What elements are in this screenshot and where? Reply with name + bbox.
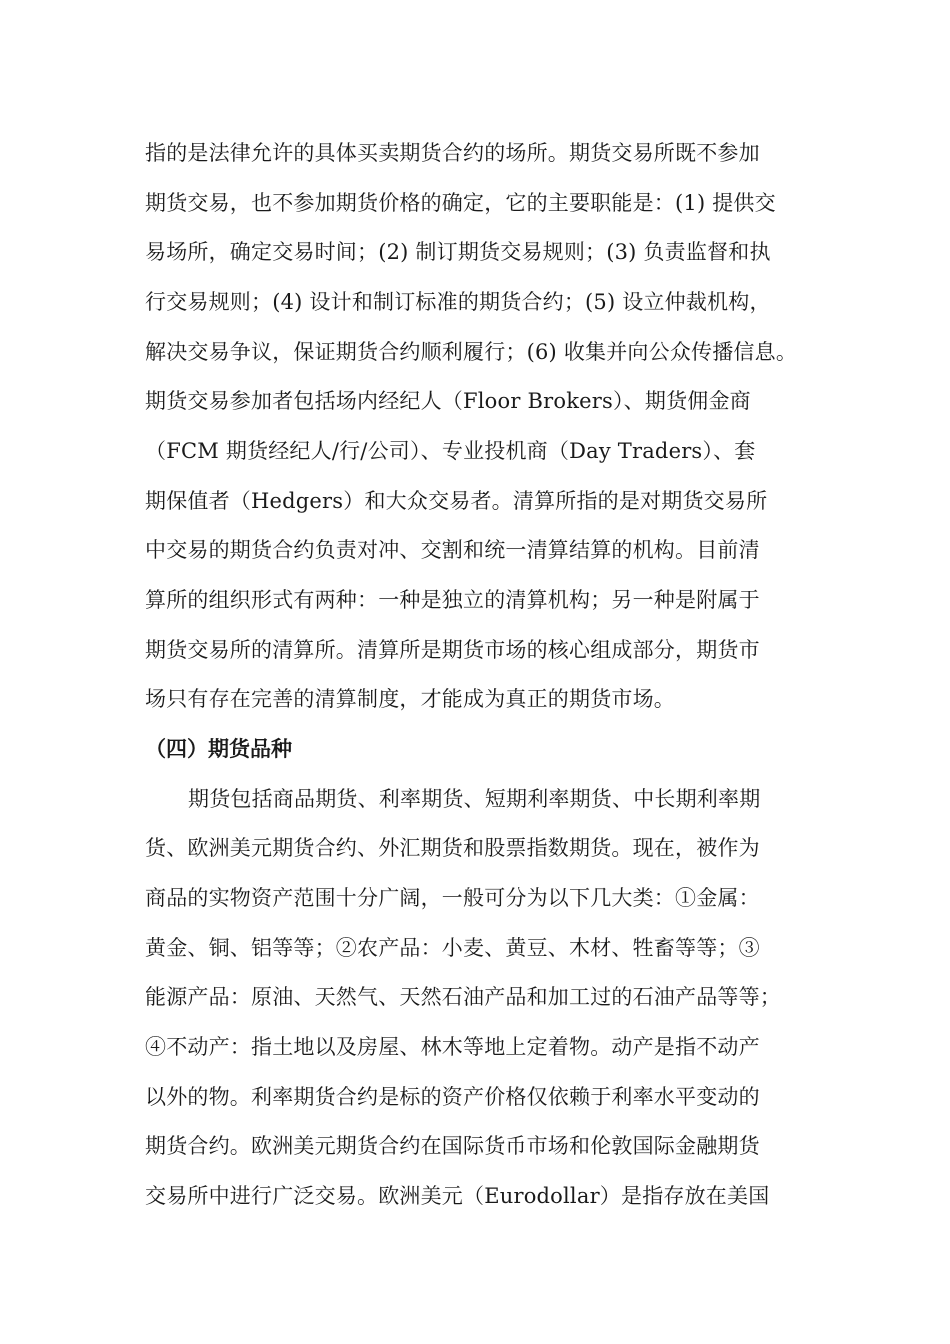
paragraph-line: （FCM 期货经纪人/行/公司）、专业投机商（Day Traders）、套	[145, 439, 756, 463]
paragraph-line: 期货交易，也不参加期货价格的确定，它的主要职能是：(1) 提供交	[145, 191, 776, 215]
paragraph-line: 期货包括商品期货、利率期货、短期利率期货、中长期利率期	[188, 787, 761, 811]
paragraph-line: 场只有存在完善的清算制度，才能成为真正的期货市场。	[145, 687, 675, 711]
paragraph-line: 算所的组织形式有两种：一种是独立的清算机构；另一种是附属于	[145, 588, 760, 612]
section-heading: （四）期货品种	[145, 736, 292, 761]
paragraph-line: 商品的实物资产范围十分广阔，一般可分为以下几大类：①金属：	[145, 886, 760, 910]
paragraph-line: 期货交易所的清算所。清算所是期货市场的核心组成部分，期货市	[145, 638, 760, 662]
paragraph-line: 期货合约。欧洲美元期货合约在国际货币市场和伦敦国际金融期货	[145, 1134, 760, 1158]
paragraph-line: 期保值者（Hedgers）和大众交易者。清算所指的是对期货交易所	[145, 489, 768, 513]
paragraph-line: 黄金、铜、铝等等；②农产品：小麦、黄豆、木材、牲畜等等；③	[145, 936, 760, 960]
paragraph-line: 期货交易参加者包括场内经纪人（Floor Brokers）、期货佣金商	[145, 389, 751, 413]
paragraph-line: 易场所，确定交易时间；(2) 制订期货交易规则；(3) 负责监督和执	[145, 240, 771, 264]
paragraph-line: 中交易的期货合约负责对冲、交割和统一清算结算的机构。目前清	[145, 538, 760, 562]
paragraph-line: 指的是法律允许的具体买卖期货合约的场所。期货交易所既不参加	[145, 141, 760, 165]
paragraph-line: 行交易规则；(4) 设计和制订标准的期货合约；(5) 设立仲裁机构，	[145, 290, 771, 314]
paragraph-line: 解决交易争议，保证期货合约顺利履行；(6) 收集并向公众传播信息。	[145, 340, 798, 364]
paragraph-line: ④不动产：指土地以及房屋、林木等地上定着物。动产是指不动产	[145, 1035, 760, 1059]
paragraph-line: 货、欧洲美元期货合约、外汇期货和股票指数期货。现在，被作为	[145, 836, 760, 860]
paragraph-line: 交易所中进行广泛交易。欧洲美元（Eurodollar）是指存放在美国	[145, 1184, 770, 1208]
paragraph-line: 能源产品：原油、天然气、天然石油产品和加工过的石油产品等等；	[145, 985, 781, 1009]
paragraph-line: 以外的物。利率期货合约是标的资产价格仅依赖于利率水平变动的	[145, 1085, 760, 1109]
